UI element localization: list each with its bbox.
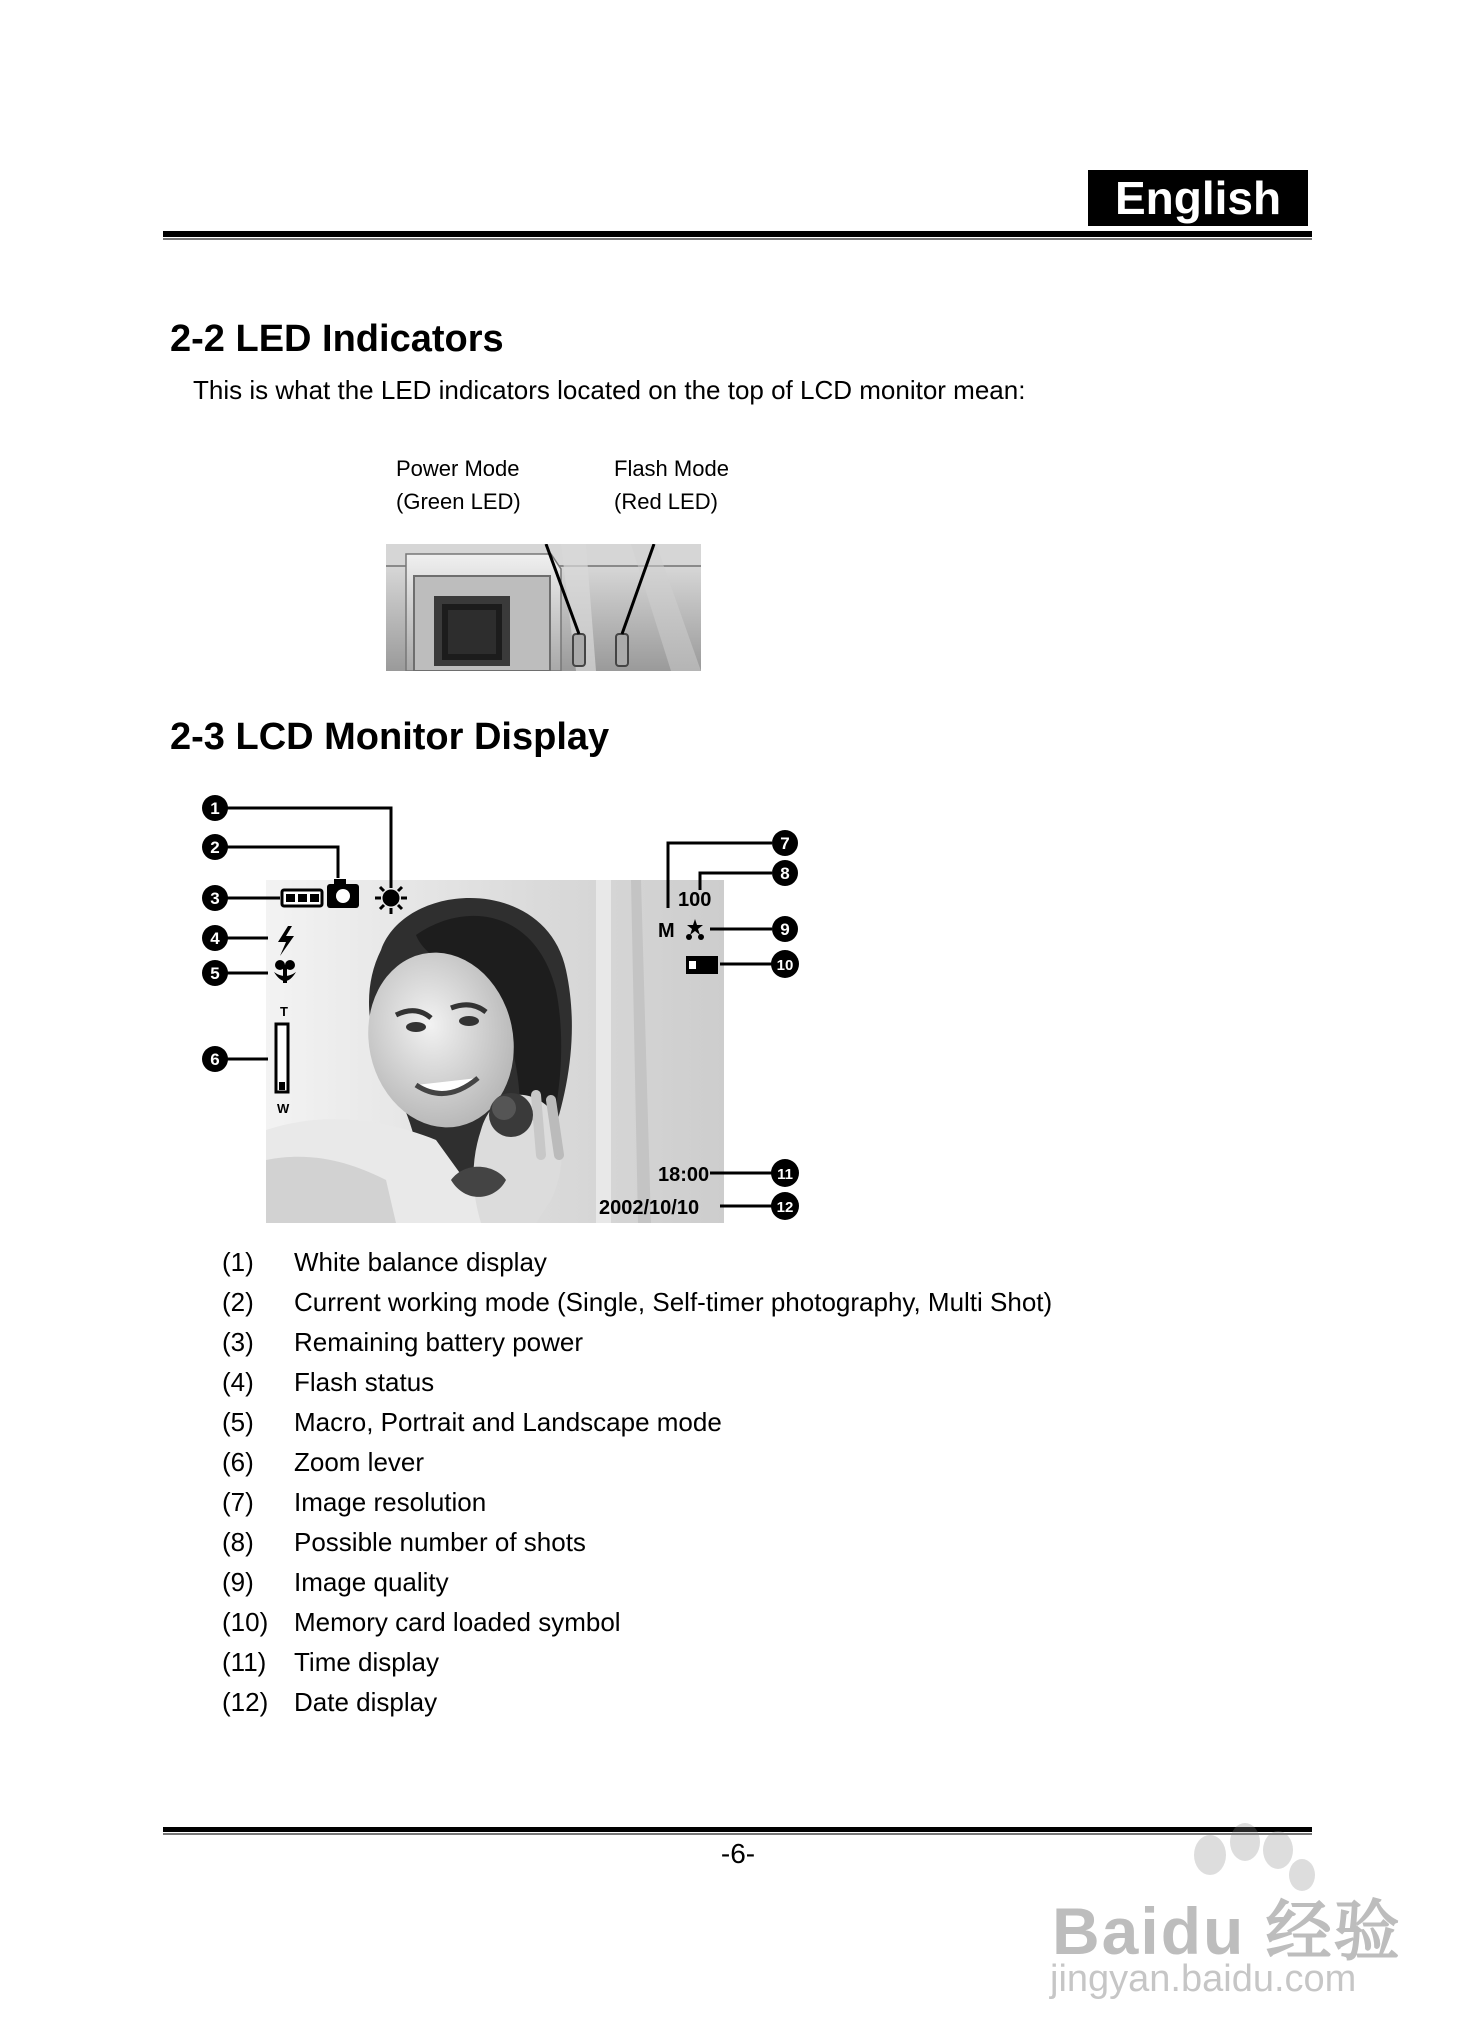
legend-item-number: (1) xyxy=(222,1247,254,1277)
legend-item xyxy=(222,1242,1052,1282)
legend-item-text: Remaining battery power xyxy=(294,1327,584,1357)
screen-time: 18:00 xyxy=(658,1164,710,1186)
legend-item-number: (10) xyxy=(222,1607,269,1637)
legend-item-text: Possible number of shots xyxy=(294,1527,586,1557)
callout-12: 12 xyxy=(776,1199,794,1216)
zoom-bar-icon xyxy=(276,1024,288,1092)
legend-item xyxy=(222,1642,1052,1682)
legend-item-text: Image resolution xyxy=(294,1487,487,1517)
legend-item-text: Time display xyxy=(294,1647,439,1677)
legend-item xyxy=(222,1362,1052,1402)
legend-item-text: Image quality xyxy=(294,1567,449,1597)
zoom-bottom-label: W xyxy=(277,1101,290,1116)
lcd-callout-overlay xyxy=(190,780,830,1230)
legend-item-text: Macro, Portrait and Landscape mode xyxy=(294,1407,722,1437)
legend-item xyxy=(222,1602,1052,1642)
shots-count: 100 xyxy=(678,889,712,911)
legend-item-number: (2) xyxy=(222,1287,254,1317)
screen-date: 2002/10/10 xyxy=(599,1197,700,1219)
camera-mode-icon xyxy=(327,879,359,908)
watermark-url: jingyan.baidu.com xyxy=(1050,1958,1357,2000)
legend-item-text: White balance display xyxy=(294,1247,547,1277)
watermark-brand: Baidu 经验 xyxy=(1052,1894,1402,1968)
legend-item-text: Flash status xyxy=(294,1367,435,1397)
legend-item-number: (4) xyxy=(222,1367,254,1397)
legend-item-text: Current working mode (Single, Self-timer photography, Multi Shot) xyxy=(294,1287,1053,1317)
callout-10: 10 xyxy=(776,957,794,974)
flash-label-line2: (Red LED) xyxy=(614,489,718,514)
language-badge: English xyxy=(1088,170,1308,226)
header-rule xyxy=(163,231,1312,237)
legend-item-number: (12) xyxy=(222,1687,269,1717)
power-label-line2: (Green LED) xyxy=(396,489,521,514)
callout-5: 5 xyxy=(210,964,220,983)
callout-2: 2 xyxy=(210,838,220,857)
callout-4: 4 xyxy=(210,929,220,948)
zoom-top-label: T xyxy=(280,1004,288,1019)
power-led-label xyxy=(396,452,521,518)
legend-item-number: (8) xyxy=(222,1527,254,1557)
legend-item xyxy=(222,1522,1052,1562)
callout-7: 7 xyxy=(780,834,790,853)
legend-item-number: (5) xyxy=(222,1407,254,1437)
legend-item-text: Date display xyxy=(294,1687,438,1717)
memory-card-icon xyxy=(686,956,718,974)
flash-led-label xyxy=(614,452,729,518)
callout-6: 6 xyxy=(210,1050,220,1069)
legend-item xyxy=(222,1442,1052,1482)
page-number: -6- xyxy=(720,1838,756,1869)
legend-item xyxy=(222,1482,1052,1522)
led-intro-text: This is what the LED indicators located on the top of LCD monitor mean: xyxy=(193,375,1026,405)
legend-item xyxy=(222,1282,1052,1322)
legend-item-number: (3) xyxy=(222,1327,254,1357)
legend-item xyxy=(222,1562,1052,1602)
legend-item-number: (7) xyxy=(222,1487,254,1517)
power-label-line1: Power Mode xyxy=(396,456,520,481)
callout-3: 3 xyxy=(210,889,220,908)
flash-icon xyxy=(278,926,294,956)
legend-item-number: (9) xyxy=(222,1567,254,1597)
legend-item-text: Memory card loaded symbol xyxy=(294,1607,621,1637)
macro-flower-icon xyxy=(274,960,296,983)
callout-1: 1 xyxy=(210,799,220,818)
lcd-section-title: 2-3 LCD Monitor Display xyxy=(170,716,610,758)
resolution-mark: M xyxy=(658,920,675,942)
legend-item xyxy=(222,1682,1052,1722)
callout-11: 11 xyxy=(777,1166,793,1183)
legend-item-text: Zoom lever xyxy=(294,1447,425,1477)
legend-item-number: (11) xyxy=(222,1647,267,1677)
white-balance-sun-icon xyxy=(375,882,407,914)
legend-item xyxy=(222,1402,1052,1442)
quality-stars-icon xyxy=(686,919,704,940)
flash-label-line1: Flash Mode xyxy=(614,456,729,481)
header-rule-shadow xyxy=(163,238,1312,240)
led-indicator-photo xyxy=(386,544,701,671)
led-section-title: 2-2 LED Indicators xyxy=(170,318,504,360)
lcd-legend-list xyxy=(222,1242,1052,1722)
callout-9: 9 xyxy=(780,920,790,939)
legend-item-number: (6) xyxy=(222,1447,254,1477)
legend-item xyxy=(222,1322,1052,1362)
callout-8: 8 xyxy=(780,864,790,883)
